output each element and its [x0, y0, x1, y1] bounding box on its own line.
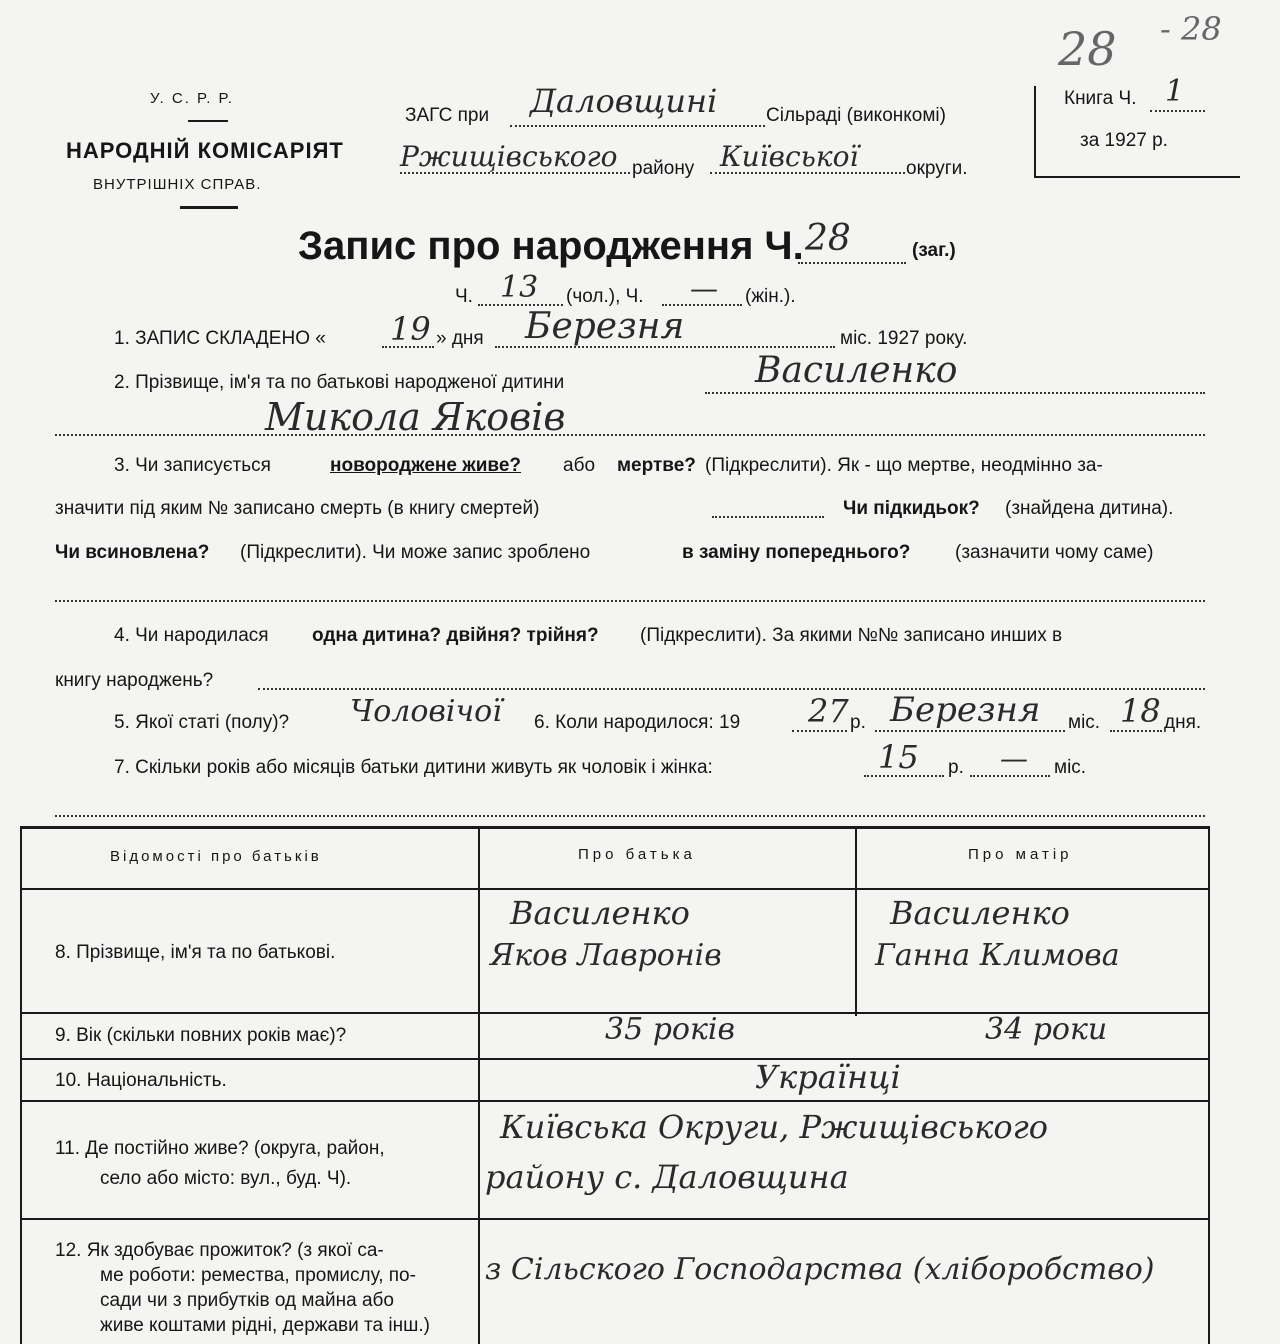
row12-label-3: сади чи з прибутків од майна або	[100, 1290, 394, 1311]
row10-label: 10. Національність.	[55, 1070, 227, 1091]
archive-number: 28	[1058, 22, 1117, 76]
okruha-label: округи.	[906, 158, 968, 179]
residence-line1: Київська Округи, Ржищівського	[500, 1108, 1049, 1146]
commissariat-title: НАРОДНІЙ КОМІСАРІЯТ	[66, 138, 344, 163]
book-label: Книга Ч.	[1064, 88, 1137, 109]
item6-label: 6. Коли народилося: 19	[534, 712, 741, 733]
district-label: району	[632, 158, 695, 179]
item3-line2a: значити під яким № записано смерть (в книгу смертей)	[55, 498, 540, 519]
birth-year: 27	[808, 692, 849, 730]
item2-label: 2. Прізвище, ім'я та по батькові народженої дитини	[114, 372, 565, 393]
book-year: за 1927 р.	[1080, 130, 1168, 151]
birth-year-r: р.	[850, 712, 866, 733]
item1-end: міс. 1927 року.	[840, 328, 968, 349]
male-label: Ч.	[455, 286, 473, 307]
nationality: Українці	[755, 1058, 901, 1096]
livelihood: з Сільского Господарства (хліборобство)	[485, 1252, 1155, 1287]
birth-day: 18	[1120, 692, 1161, 730]
row9-label: 9. Вік (скільки повних років має)?	[55, 1025, 347, 1046]
zags-council: Сільраді (виконкомі)	[766, 105, 946, 126]
item3-adopted: Чи всиновлена?	[55, 542, 210, 563]
table-col-divider-2	[855, 826, 857, 1016]
item4-options: одна дитина? двійня? трійня?	[312, 625, 599, 646]
row11-label-2: село або місто: вул., буд. Ч).	[100, 1168, 352, 1189]
record-suffix: (заг.)	[912, 240, 956, 261]
book-number: 1	[1165, 74, 1185, 109]
row8-label: 8. Прізвище, ім'я та по батькові.	[55, 942, 336, 963]
row12-label-4: живе коштами рідні, держави та інш.)	[100, 1315, 430, 1336]
item1-day: 19	[390, 310, 431, 348]
col-header-info: Відомості про батьків	[110, 848, 322, 865]
father-name: Яков Лавронів	[490, 938, 722, 973]
residence-line2: району с. Даловщина	[485, 1158, 849, 1196]
female-suffix: (жін.).	[745, 286, 796, 307]
archive-suffix: - 28	[1160, 10, 1222, 48]
row11-label-1: 11. Де постійно живе? (округа, район,	[55, 1138, 385, 1159]
col-header-mother: Про матір	[968, 846, 1073, 863]
item3-replacement: в заміну попереднього?	[682, 542, 911, 563]
zags-okruha: Київської	[720, 140, 859, 173]
mother-age: 34 роки	[985, 1012, 1108, 1047]
father-age: 35 років	[605, 1012, 735, 1047]
item4-line1a: 4. Чи народилася	[114, 625, 269, 646]
marriage-years: 15	[878, 738, 919, 776]
item1-mid: » дня	[436, 328, 484, 349]
male-suffix: (чол.), Ч.	[566, 286, 644, 307]
child-name: Микола Яковів	[265, 395, 566, 439]
item3-alive: новороджене живе?	[330, 455, 522, 476]
item7-label: 7. Скільки років або місяців батьки дитини живуть як чоловік і жінка:	[114, 757, 713, 778]
item1-month: Березня	[525, 306, 685, 347]
table-right-border	[1208, 826, 1210, 1344]
row12-label-1: 12. Як здобуває прожиток? (з якої са-	[55, 1240, 384, 1261]
birth-month-mis: міс.	[1068, 712, 1101, 733]
header-divider	[188, 120, 228, 122]
item3-line1e: (Підкреслити). Як - що мертве, неодмінно за-	[705, 455, 1103, 476]
item5-label: 5. Якої статі (полу)?	[114, 712, 290, 733]
zags-prefix: ЗАГС при	[405, 105, 490, 126]
table-col-divider-1	[478, 826, 480, 1344]
col-header-father: Про батька	[578, 846, 696, 863]
record-title: Запис про народження Ч.	[298, 224, 804, 268]
affairs-label: ВНУТРІШНІХ СПРАВ.	[93, 176, 262, 193]
record-number: 28	[805, 218, 851, 259]
zags-district: Ржищівського	[400, 140, 618, 173]
child-sex: Чоловічої	[350, 694, 502, 729]
mother-surname: Василенко	[890, 894, 1070, 932]
marriage-years-r: р.	[948, 757, 964, 778]
father-surname: Василенко	[510, 894, 690, 932]
item1-label: 1. ЗАПИС СКЛАДЕНО «	[114, 328, 326, 349]
child-surname: Василенко	[755, 350, 958, 391]
item3-foundling: Чи підкидьок?	[843, 498, 980, 519]
republic-label: У. С. Р. Р.	[150, 90, 234, 107]
item3-line3d: (зазначити чому саме)	[955, 542, 1154, 563]
male-count: 13	[500, 270, 539, 305]
item3-line1a: 3. Чи записується	[114, 455, 271, 476]
item3-line2c: (знайдена дитина).	[1005, 498, 1174, 519]
item4-line2: книгу народжень?	[55, 670, 214, 691]
zags-village: Даловщині	[530, 82, 718, 120]
item3-line3b: (Підкреслити). Чи може запис зроблено	[240, 542, 591, 563]
item3-dead: мертве?	[617, 455, 696, 476]
marriage-months: —	[1000, 742, 1028, 775]
item3-or: або	[563, 455, 596, 476]
item4-line1c: (Підкреслити). За якими №№ записано инших в	[640, 625, 1063, 646]
birth-day-dnia: дня.	[1164, 712, 1202, 733]
table-left-border	[20, 826, 22, 1344]
table-top-border	[20, 826, 1210, 829]
mother-name: Ганна Климова	[875, 938, 1120, 973]
marriage-months-mis: міс.	[1054, 757, 1087, 778]
female-count: —	[690, 272, 718, 305]
birth-month: Березня	[890, 690, 1041, 730]
row12-label-2: ме роботи: ремества, промислу, по-	[100, 1265, 416, 1286]
header-divider-2	[180, 206, 238, 209]
